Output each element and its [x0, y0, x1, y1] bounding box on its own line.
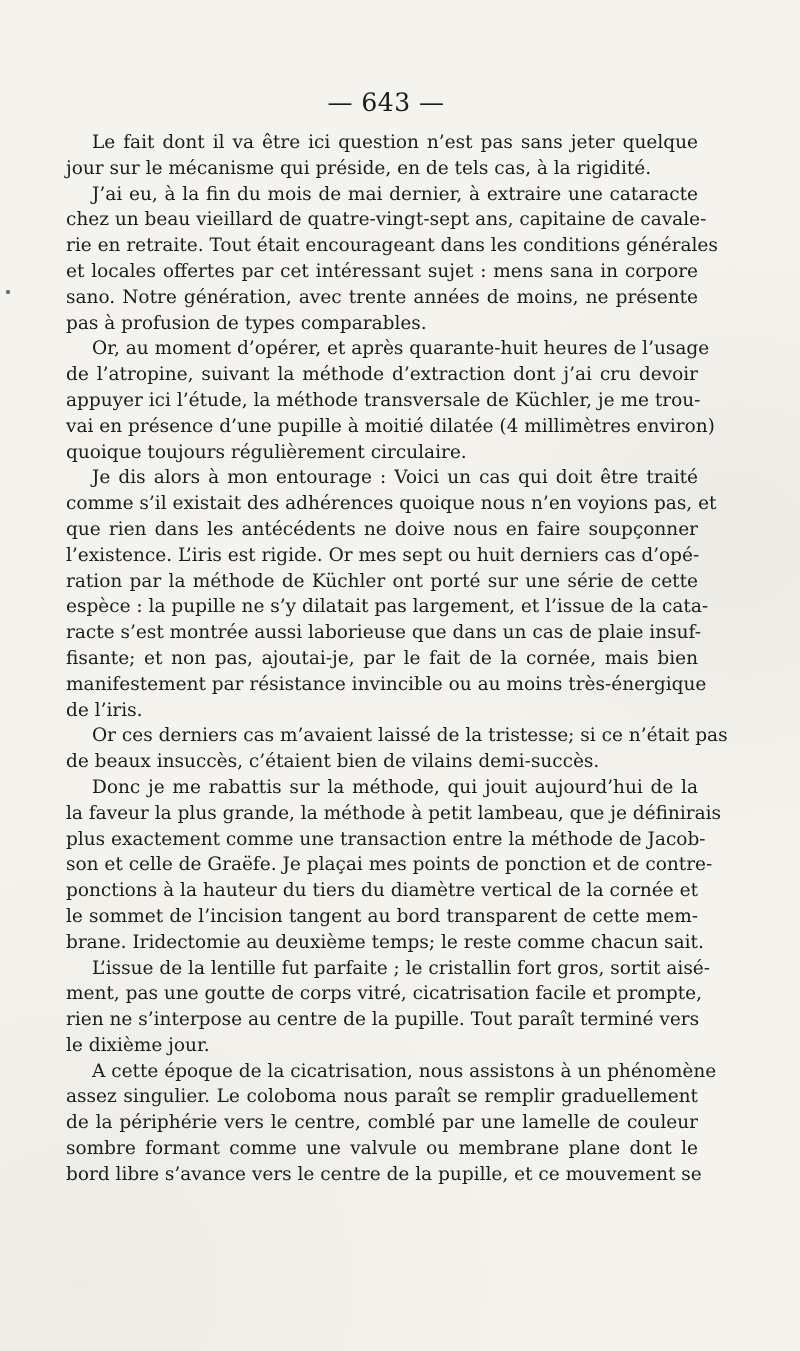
text-line: de la périphérie vers le centre, comblé par une lamelle de couleur — [66, 1112, 698, 1134]
text-line: espèce : la pupille ne s’y dilatait pas largement, et l’issue de la cata- — [66, 596, 709, 618]
text-line: la faveur la plus grande, la méthode à petit lambeau, que je définirais — [66, 802, 722, 824]
text-line: pas à profusion de types comparables. — [66, 312, 427, 334]
text-line: assez singulier. Le coloboma nous paraît se remplir graduellement — [66, 1086, 698, 1108]
text-line: chez un beau vieillard de quatre-vingt-sept ans, capitaine de cavale- — [66, 209, 707, 231]
text-line: vai en présence d’une pupille à moitié dilatée (4 millimètres environ) — [66, 415, 715, 437]
text-line: ration par la méthode de Küchler ont porté sur une série de cette — [66, 570, 698, 592]
text-line: sano. Notre génération, avec trente années de moins, ne présente — [66, 286, 698, 308]
body-text — [66, 130, 728, 1188]
text-line: L’issue de la lentille fut parfaite ; le cristallin fort gros, sortit aisé- — [92, 957, 711, 979]
text-line: l’existence. L’iris est rigide. Or mes sept ou huit derniers cas d’opé- — [66, 544, 700, 566]
text-line: plus exactement comme une transaction entre la méthode de Jacob- — [66, 828, 706, 850]
text-line: et locales offertes par cet intéressant sujet : mens sana in corpore — [66, 260, 698, 282]
text-line: rien ne s’interpose au centre de la pupille. Tout paraît terminé vers — [66, 1009, 700, 1031]
text-line: Or ces derniers cas m’avaient laissé de la tristesse; si ce n’était pas — [92, 725, 728, 747]
text-line: que rien dans les antécédents ne doive nous en faire soupçonner — [66, 518, 698, 540]
text-line: fisante; et non pas, ajoutai-je, par le fait de la cornée, mais bien — [66, 647, 698, 669]
text-line: de beaux insuccès, c’étaient bien de vilains demi-succès. — [66, 751, 600, 773]
text-line: ment, pas une goutte de corps vitré, cicatrisation facile et prompte, — [66, 983, 702, 1005]
text-line: jour sur le mécanisme qui préside, en de tels cas, à la rigidité. — [66, 157, 652, 179]
text-line: Le fait dont il va être ici question n’est pas sans jeter quelque — [92, 132, 698, 153]
page-number: — 643 — — [327, 88, 445, 117]
text-line: brane. Iridectomie au deuxième temps; le reste comme chacun sait. — [66, 931, 704, 953]
text-line: le dixième jour. — [66, 1034, 210, 1056]
text-line: J’ai eu, à la fin du mois de mai dernier, à extraire une cataracte — [92, 183, 698, 205]
text-line: de l’iris. — [66, 699, 143, 721]
text-line: le sommet de l’incision tangent au bord transparent de cette mem- — [66, 905, 698, 927]
text-line: racte s’est montrée aussi laborieuse que dans un cas de plaie insuf- — [66, 622, 701, 644]
text-line: rie en retraite. Tout était encourageant dans les conditions générales — [66, 235, 718, 257]
text-line: comme s’il existait des adhérences quoique nous n’en voyions pas, et — [66, 493, 717, 515]
margin-mark — [6, 290, 10, 294]
text-line: appuyer ici l’étude, la méthode transversale de Küchler, je me trou- — [66, 389, 701, 411]
text-line: bord libre s’avance vers le centre de la pupille, et ce mouvement se — [66, 1163, 702, 1185]
text-line: quoique toujours régulièrement circulaire. — [66, 441, 467, 463]
text-line: A cette époque de la cicatrisation, nous assistons à un phénomène — [92, 1060, 717, 1082]
text-line: manifestement par résistance invincible ou au moins très-énergique — [66, 673, 707, 695]
text-line: son et celle de Graëfe. Je plaçai mes points de ponction et de contre- — [66, 854, 713, 876]
text-line: sombre formant comme une valvule ou membrane plane dont le — [66, 1138, 698, 1160]
text-line: Donc je me rabattis sur la méthode, qui jouit aujourd’hui de la — [92, 776, 698, 798]
text-line: ponctions à la hauteur du tiers du diamètre vertical de la cornée et — [66, 880, 698, 902]
text-line: Je dis alors à mon entourage : Voici un cas qui doit être traité — [92, 467, 698, 489]
text-line: Or, au moment d’opérer, et après quarante-huit heures de l’usage — [92, 338, 710, 360]
text-line: de l’atropine, suivant la méthode d’extraction dont j’ai cru devoir — [66, 364, 698, 386]
